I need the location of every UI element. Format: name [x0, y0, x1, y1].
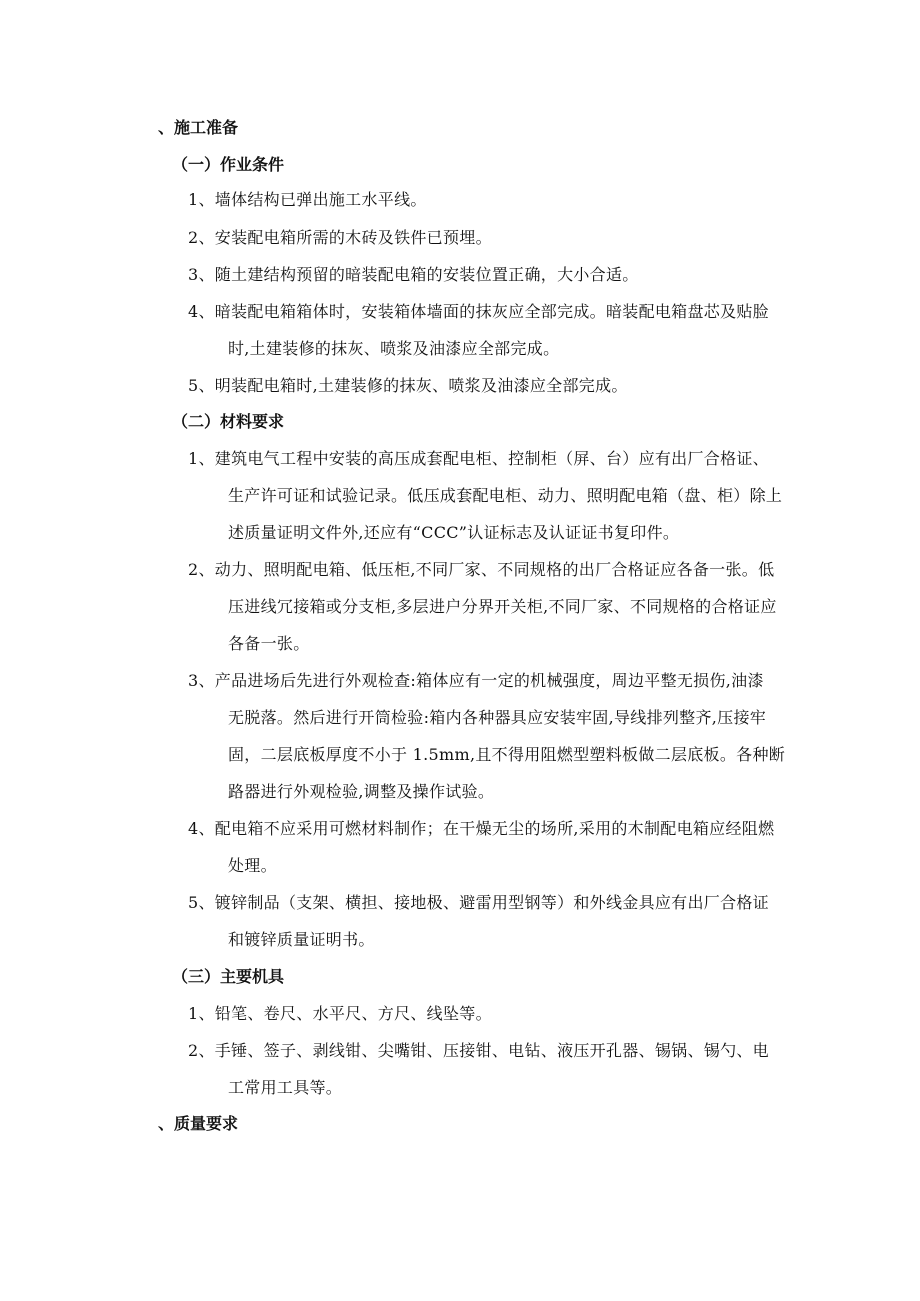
list-item: 1、建筑电气工程中安装的高压成套配电柜、控制柜（屏、台）应有出厂合格证、 [188, 449, 769, 468]
list-item: 4、配电箱不应采用可燃材料制作；在干燥无尘的场所,采用的木制配电箱应经阻燃 [188, 819, 775, 838]
list-item-continuation: 处理。 [228, 856, 277, 875]
list-item: 2、动力、照明配电箱、低压柜,不同厂家、不同规格的出厂合格证应各备一张。低 [188, 560, 775, 579]
list-item-continuation: 各备一张。 [228, 634, 310, 653]
list-item-continuation: 路器进行外观检验,调整及操作试验。 [228, 782, 495, 801]
section-heading: 、施工准备 [158, 118, 239, 137]
subsection-heading: （三）主要机具 [172, 967, 285, 986]
list-item-continuation: 固，二层底板厚度不小于 1.5mm,且不得用阻燃型塑料板做二层底板。各种断 [228, 745, 786, 764]
list-item: 3、随土建结构预留的暗装配电箱的安装位置正确，大小合适。 [188, 265, 639, 284]
subsection-heading: （一）作业条件 [172, 155, 285, 174]
list-item-continuation: 时,土建装修的抹灰、喷浆及油漆应全部完成。 [228, 339, 560, 358]
list-item: 5、镀锌制品（支架、横担、接地极、避雷用型钢等）和外线金具应有出厂合格证 [188, 893, 769, 912]
list-item: 3、产品进场后先进行外观检查:箱体应有一定的机械强度，周边平整无损伤,油漆 [188, 671, 764, 690]
list-item: 4、暗装配电箱箱体时，安装箱体墙面的抹灰应全部完成。暗装配电箱盘芯及贴脸 [188, 302, 769, 321]
list-item: 2、手锤、签子、剥线钳、尖嘴钳、压接钳、电钻、液压开孔器、锡锅、锡勺、电 [188, 1041, 769, 1060]
subsection-heading: （二）材料要求 [172, 412, 285, 431]
list-item-continuation: 工常用工具等。 [228, 1078, 343, 1097]
list-item-continuation: 无脱落。然后进行开筒检验:箱内各种器具应安装牢固,导线排列整齐,压接牢 [228, 708, 767, 727]
list-item: 1、墙体结构已弹出施工水平线。 [188, 190, 427, 209]
list-item: 5、明装配电箱时,土建装修的抹灰、喷浆及油漆应全部完成。 [188, 376, 628, 395]
list-item-continuation: 生产许可证和试验记录。低压成套配电柜、动力、照明配电箱（盘、柜）除上 [228, 486, 783, 505]
list-item-continuation: 压进线冗接箱或分支柜,多层进户分界开关柜,不同厂家、不同规格的合格证应 [228, 597, 777, 616]
list-item: 1、铅笔、卷尺、水平尺、方尺、线坠等。 [188, 1004, 492, 1023]
list-item: 2、安装配电箱所需的木砖及铁件已预埋。 [188, 228, 492, 247]
section-heading: 、质量要求 [158, 1114, 239, 1133]
list-item-continuation: 述质量证明文件外,还应有“CCC”认证标志及认证证书复印件。 [228, 523, 680, 542]
list-item-continuation: 和镀锌质量证明书。 [228, 930, 375, 949]
